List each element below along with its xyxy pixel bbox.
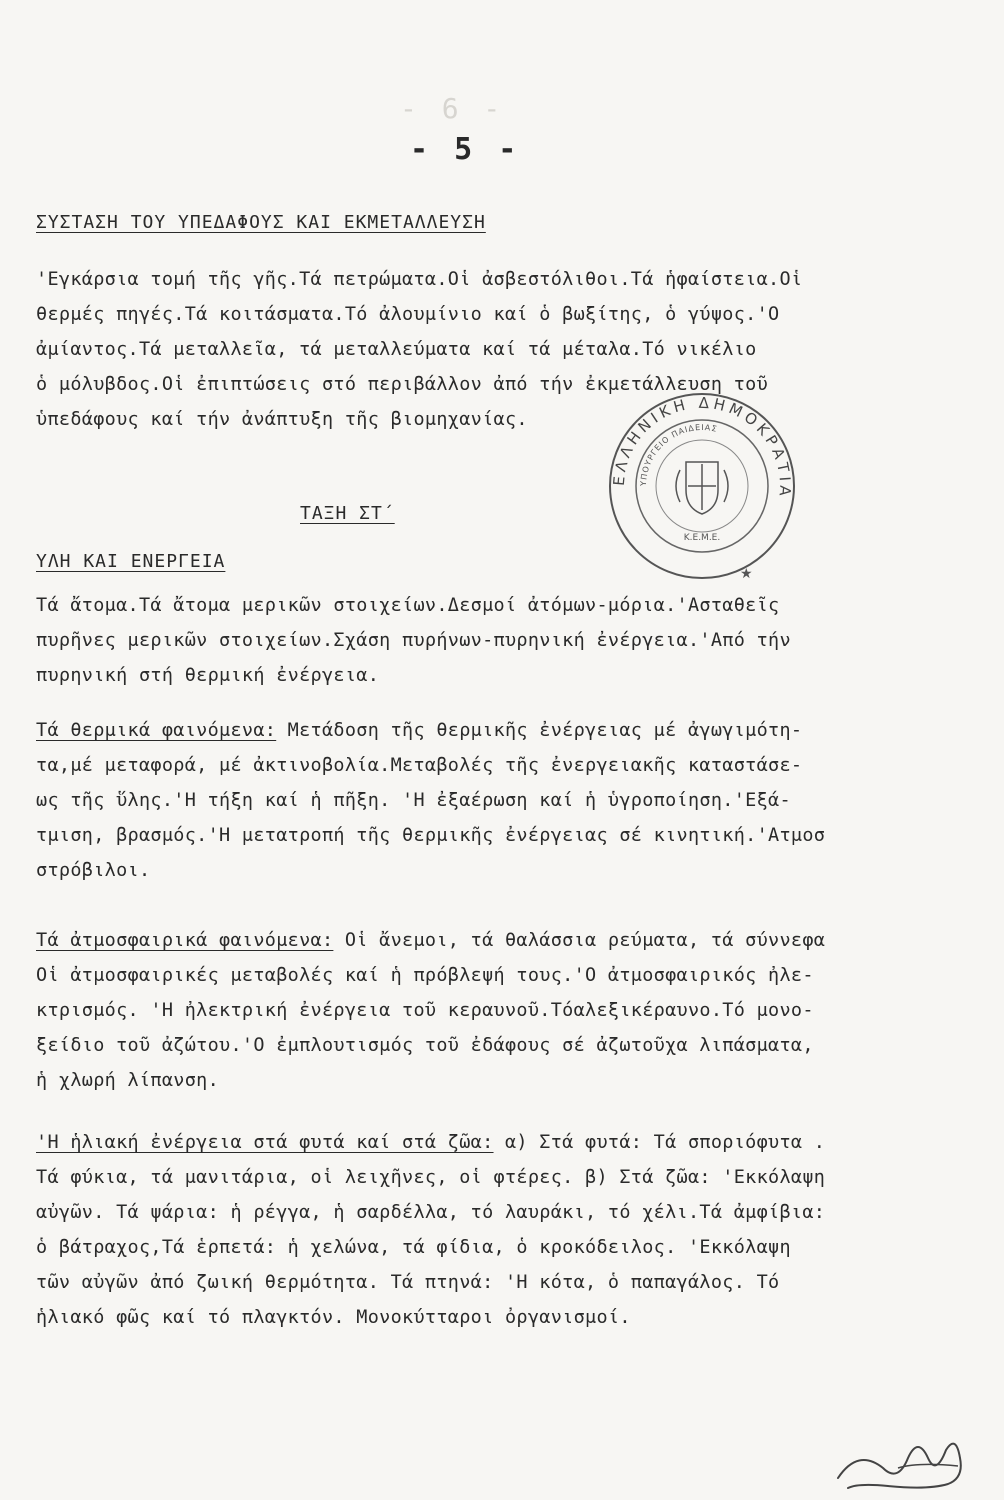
coat-of-arms-icon [676,462,728,514]
grade-title: ΤΑΞΗ ΣΤ΄ [300,503,395,524]
stamp-bottom-text: Κ.Ε.Μ.Ε. [683,533,721,543]
text-line: ξείδιο τοῦ ἀζώτου.'Ο ἐμπλουτισμός τοῦ ἐδάφους σέ ἀζωτοῦχα λιπάσματα, [36,1035,814,1056]
section1-heading: ΣΥΣΤΑΣΗ ΤΟΥ ΥΠΕΔΑΦΟΥΣ ΚΑΙ ΕΚΜΕΤΑΛΛΕΥΣΗ [36,212,486,233]
solar-paragraph [36,1125,986,1335]
star-icon: ★ [740,566,753,582]
text-line: ὁ βάτραχος,Τά ἑρπετά: ἡ χελώνα, τά φίδια, ὁ κροκόδειλος. 'Εκκόλαψη [36,1237,791,1258]
text-line: τμιση, βρασμός.'Η μετατροπή τῆς θερμικῆς ἐνέργειας σέ κινητική.'Ατμοσ [36,825,826,846]
text-line: 'Εγκάρσια τομή τῆς γῆς.Τά πετρώματα.Οἱ ἀσβεστόλιθοι.Τά ἡφαίστεια.Οἱ [36,269,803,290]
ghost-page-number: - 6 - [400,92,505,125]
signature [828,1428,978,1494]
text-line: πυρῆνες μερικῶν στοιχείων.Σχάση πυρήνων-πυρηνική ἐνέργεια.'Από τήν [36,630,791,651]
text-line: 'Η ἡλιακή ἐνέργεια στά φυτά καί στά ζῶα: α) Στά φυτά: Τά σποριόφυτα . [36,1132,826,1153]
text-line: στρόβιλοι. [36,860,151,881]
text-line: ὑπεδάφους καί τήν ἀνάπτυξη τῆς βιομηχανίας. [36,409,528,430]
text-line: ὁ μόλυβδος.Οἱ ἐπιπτώσεις στό περιβάλλον ἀπό τήν ἐκμετάλλευση τοῦ [36,374,769,395]
stamp-outer-text: ΕΛΛΗΝΙΚΗ ΔΗΜΟΚΡΑΤΙΑ [609,393,795,501]
section2-heading: ΥΛΗ ΚΑΙ ΕΝΕΡΓΕΙΑ [36,551,226,572]
text-line: ἡλιακό φῶς καί τό πλαγκτόν. Μονοκύτταροι ὀργανισμοί. [36,1307,631,1328]
text-line: τῶν αὐγῶν ἀπό ζωική θερμότητα. Τά πτηνά: 'Η κότα, ὁ παπαγάλος. Τό [36,1272,780,1293]
svg-text:ΥΠΟΥΡΓΕΙΟ ΠΑΙΔΕΙΑΣ [639,423,719,487]
text-line: ἀμίαντος.Τά μεταλλεῖα, τά μεταλλεύματα καί τά μέταλα.Τό νικέλιο [36,339,757,360]
text-line: Τά ἄτομα.Τά ἄτομα μερικῶν στοιχείων.Δεσμοί ἀτόμων-μόρια.'Ασταθεῖς [36,595,780,616]
thermal-label: Τά θερμικά φαινόμενα: [36,720,277,741]
text-line: πυρηνική στή θερμική ἐνέργεια. [36,665,380,686]
atmospheric-label: Τά ἀτμοσφαιρικά φαινόμενα: [36,930,334,951]
text-line: θερμές πηγές.Τά κοιτάσματα.Τό ἀλουμίνιο καί ὁ βωξίτης, ὁ γύψος.'Ο [36,304,780,325]
atmospheric-paragraph [36,923,986,1098]
text-line: Τά θερμικά φαινόμενα: Μετάδοση τῆς θερμικῆς ἐνέργειας μέ ἀγωγιμότη- [36,720,803,741]
page-number: - 5 - [410,132,521,167]
stamp-inner-text: ΥΠΟΥΡΓΕΙΟ ΠΑΙΔΕΙΑΣ [638,422,719,487]
solar-label: 'Η ἡλιακή ἐνέργεια στά φυτά καί στά ζῶα: [36,1132,494,1153]
text-line: κτρισμός. 'Η ἠλεκτρική ἐνέργεια τοῦ κεραυνοῦ.Τόαλεξικέραυνο.Τό μονο- [36,1000,814,1021]
text-line: Τά φύκια, τά μανιτάρια, οἱ λειχῆνες, οἱ φτέρες. β) Στά ζῶα: 'Εκκόλαψη [36,1167,826,1188]
section1-paragraph [36,262,976,437]
text-line: Οἱ ἀτμοσφαιρικές μεταβολές καί ἡ πρόβλεψή τους.'Ο ἀτμοσφαιρικός ἠλε- [36,965,814,986]
text-line: ως τῆς ὕλης.'Η τήξη καί ἡ πῆξη. 'Η ἐξαέρωση καί ἡ ὑγροποίηση.'Εξά- [36,790,791,811]
thermal-paragraph [36,713,986,888]
text-line: τα,μέ μεταφορά, μέ ἀκτινοβολία.Μεταβολές τῆς ἐνεργειακῆς καταστάσε- [36,755,803,776]
text-line: αὐγῶν. Τά ψάρια: ἡ ρέγγα, ἡ σαρδέλλα, τό λαυράκι, τό χέλι.Τά ἀμφίβια: [36,1202,826,1223]
official-stamp [606,390,798,582]
text-line: ἡ χλωρή λίπανση. [36,1070,220,1091]
atoms-paragraph [36,588,976,693]
text-line: Τά ἀτμοσφαιρικά φαινόμενα: Οἱ ἄνεμοι, τά θαλάσσια ρεύματα, τά σύννεφα [36,930,826,951]
